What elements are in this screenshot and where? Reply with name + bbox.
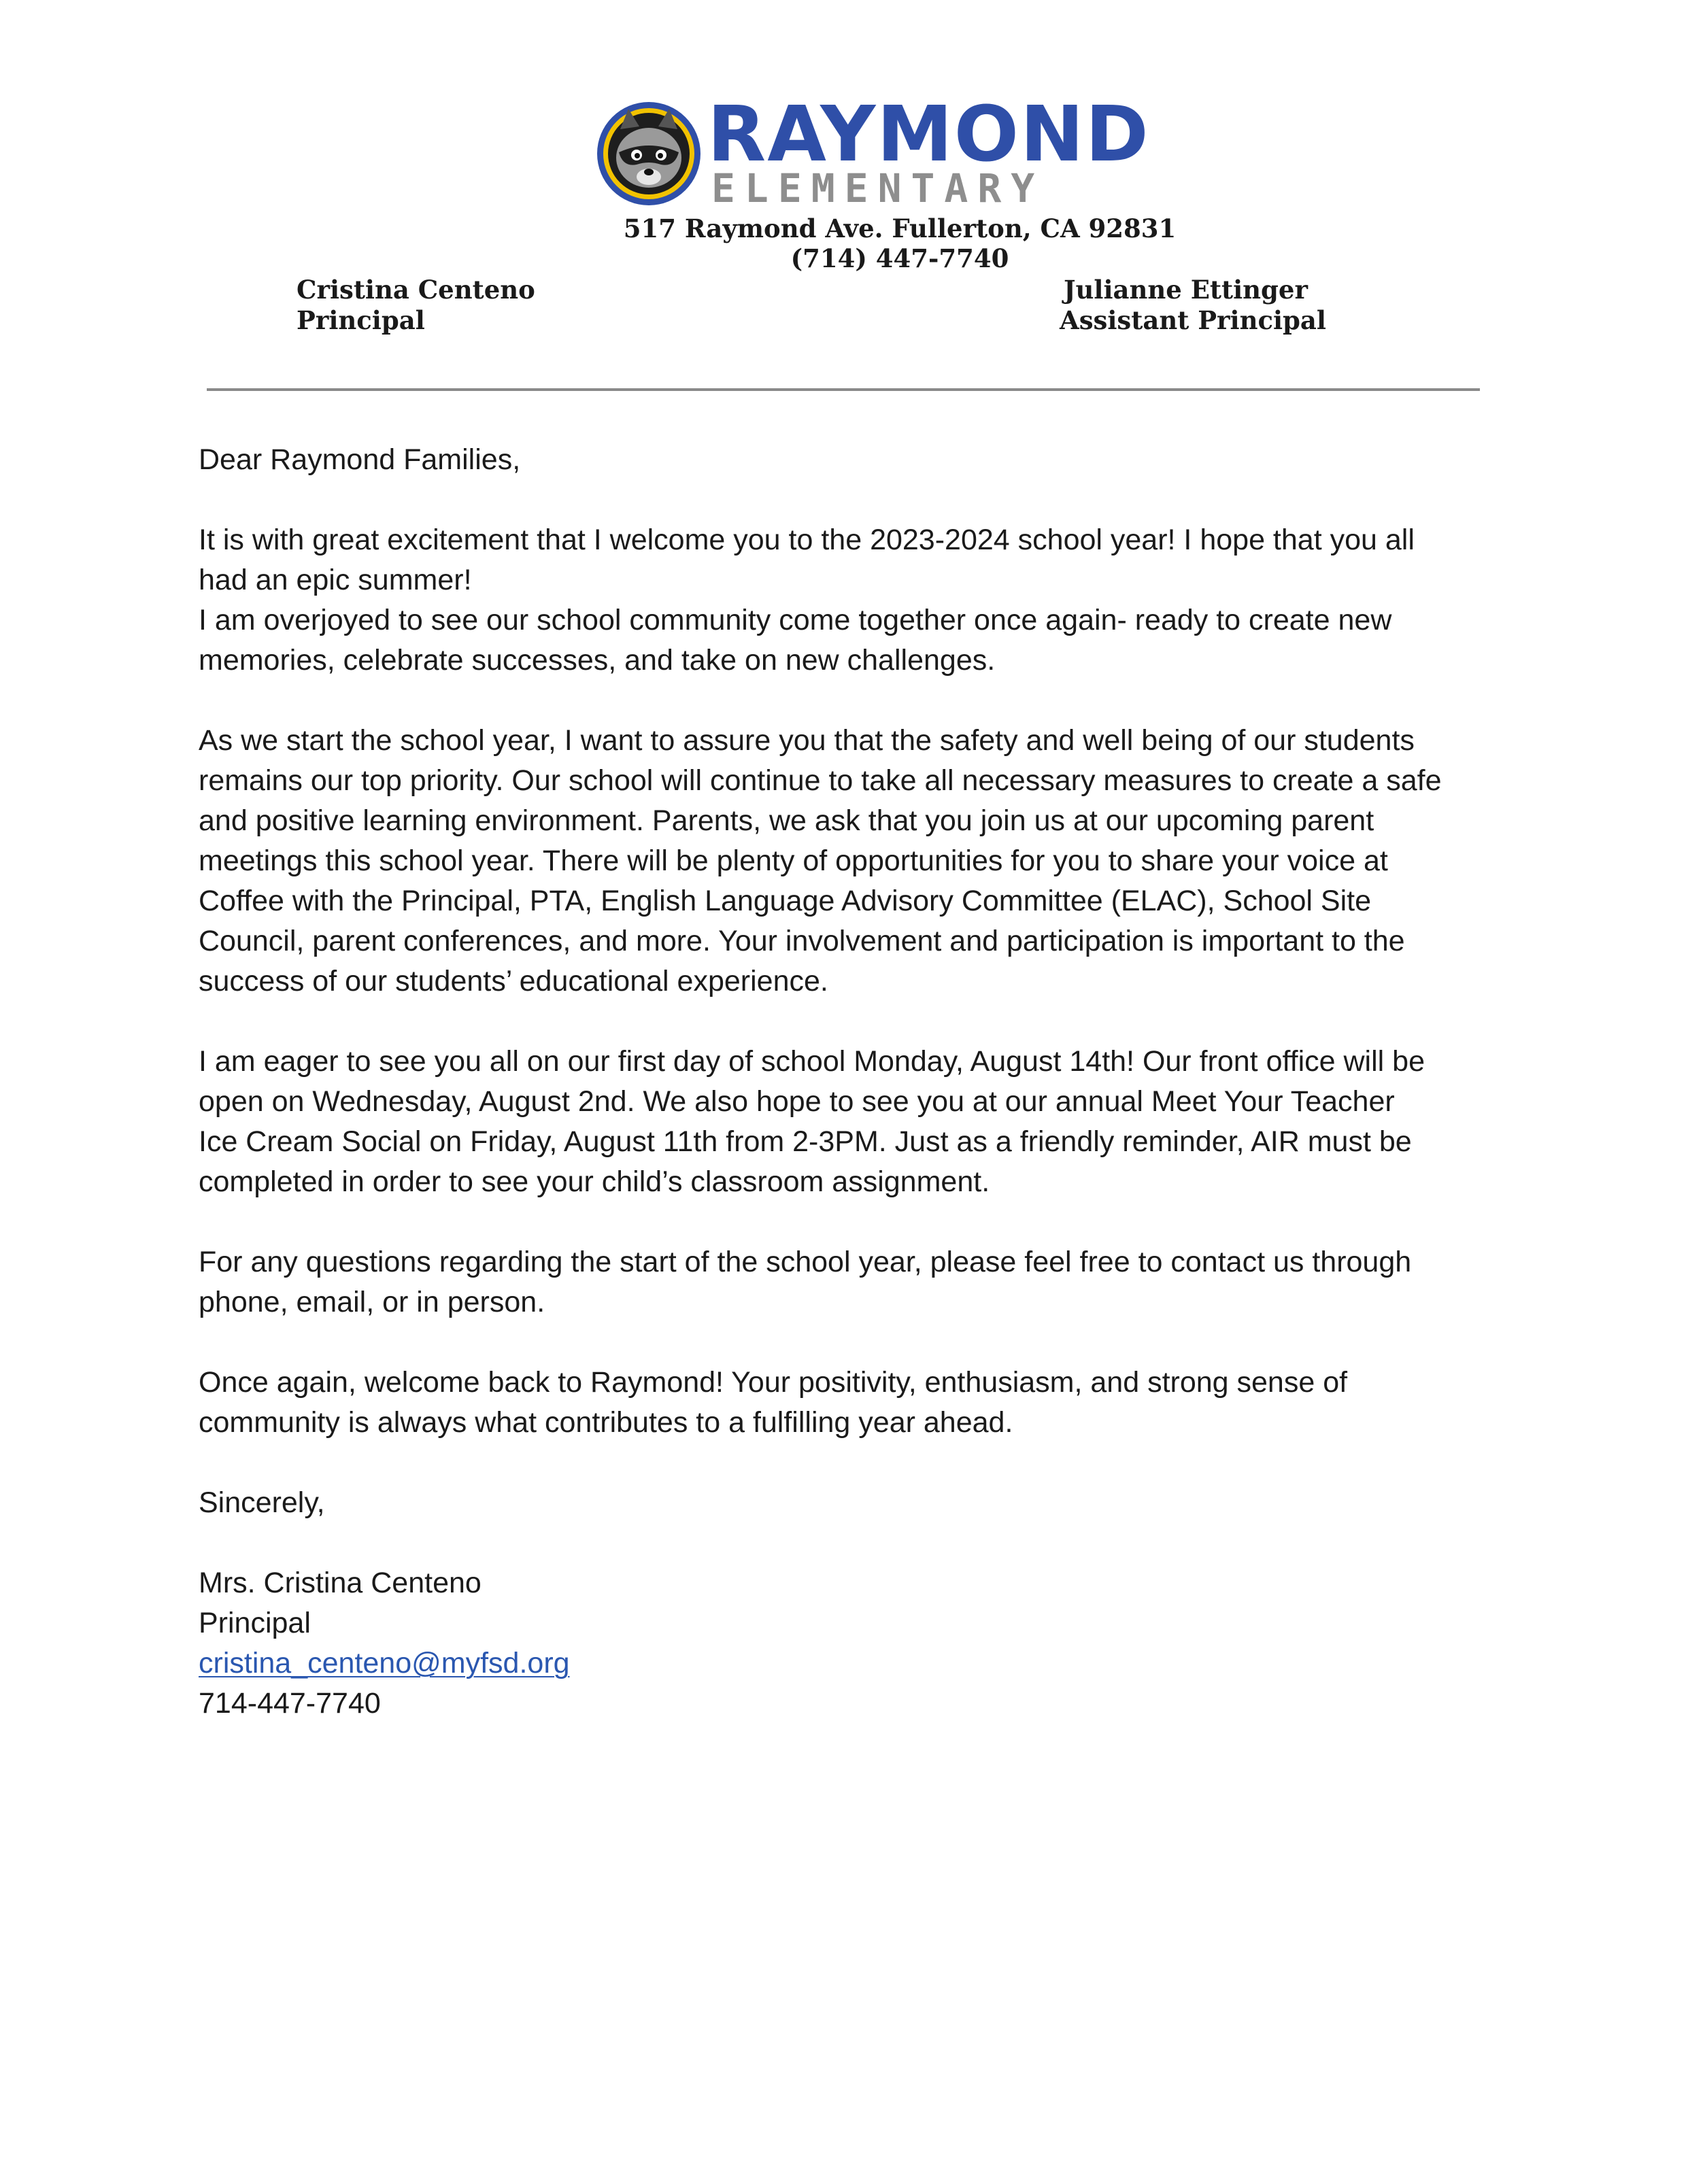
school-type: ELEMENTARY	[711, 165, 1045, 211]
school-name: RAYMOND	[707, 90, 1150, 179]
paragraph-1-line: I am overjoyed to see our school community come together once again- ready to create new	[199, 604, 1392, 636]
paragraph-5-line: Once again, welcome back to Raymond! Your positivity, enthusiasm, and strong sense of	[199, 1366, 1348, 1399]
paragraph-2-line: As we start the school year, I want to assure you that the safety and well being of our students	[199, 724, 1415, 757]
paragraph-3-line: Ice Cream Social on Friday, August 11th from 2-3PM. Just as a friendly reminder, AIR must be	[199, 1125, 1412, 1158]
paragraph-1-line: memories, celebrate successes, and take on new challenges.	[199, 644, 996, 677]
paragraph-2-line: and positive learning environment. Parents, we ask that you join us at our upcoming parent	[199, 804, 1374, 837]
signature-phone: 714-447-7740	[199, 1687, 381, 1720]
paragraph-2-line: remains our top priority. Our school will continue to take all necessary measures to create a safe	[199, 764, 1442, 797]
paragraph-4-line: phone, email, or in person.	[199, 1286, 545, 1318]
paragraph-1-line: It is with great excitement that I welcome you to the 2023-2024 school year! I hope that you all	[199, 524, 1415, 556]
paragraph-3-line: I am eager to see you all on our first day of school Monday, August 14th! Our front office will be	[199, 1045, 1425, 1078]
paragraph-2-line: success of our students’ educational experience.	[199, 965, 828, 997]
paragraph-3-line: open on Wednesday, August 2nd. We also hope to see you at our annual Meet Your Teacher	[199, 1085, 1395, 1118]
paragraph-2-line: Coffee with the Principal, PTA, English Language Advisory Committee (ELAC), School Site	[199, 885, 1372, 917]
paragraph-5-line: community is always what contributes to a fulfilling year ahead.	[199, 1406, 1013, 1439]
greeting: Dear Raymond Families,	[199, 443, 521, 476]
letter-body	[199, 440, 1504, 1724]
assistant-principal-title: Assistant Principal	[1060, 305, 1326, 335]
assistant-principal-name: Julianne Ettinger	[1064, 275, 1308, 305]
paragraph-2-line: Council, parent conferences, and more. Your involvement and participation is important to the	[199, 925, 1405, 957]
school-address: 517 Raymond Ave. Fullerton, CA 92831	[623, 214, 1177, 243]
signature-title: Principal	[199, 1607, 311, 1639]
paragraph-1-line: had an epic summer!	[199, 564, 472, 596]
paragraph-2-line: meetings this school year. There will be plenty of opportunities for you to share your voice at	[199, 844, 1388, 877]
header-divider	[207, 388, 1480, 391]
principal-title: Principal	[297, 305, 425, 335]
paragraph-3-line: completed in order to see your child’s classroom assignment.	[199, 1165, 990, 1198]
signature-email-link[interactable]: cristina_centeno@myfsd.org	[199, 1647, 570, 1679]
closing: Sincerely,	[199, 1486, 325, 1519]
signature-name: Mrs. Cristina Centeno	[199, 1567, 482, 1599]
school-phone: (714) 447-7740	[790, 243, 1009, 273]
principal-name: Cristina Centeno	[297, 275, 535, 305]
paragraph-4-line: For any questions regarding the start of the school year, please feel free to contact us through	[199, 1246, 1412, 1278]
